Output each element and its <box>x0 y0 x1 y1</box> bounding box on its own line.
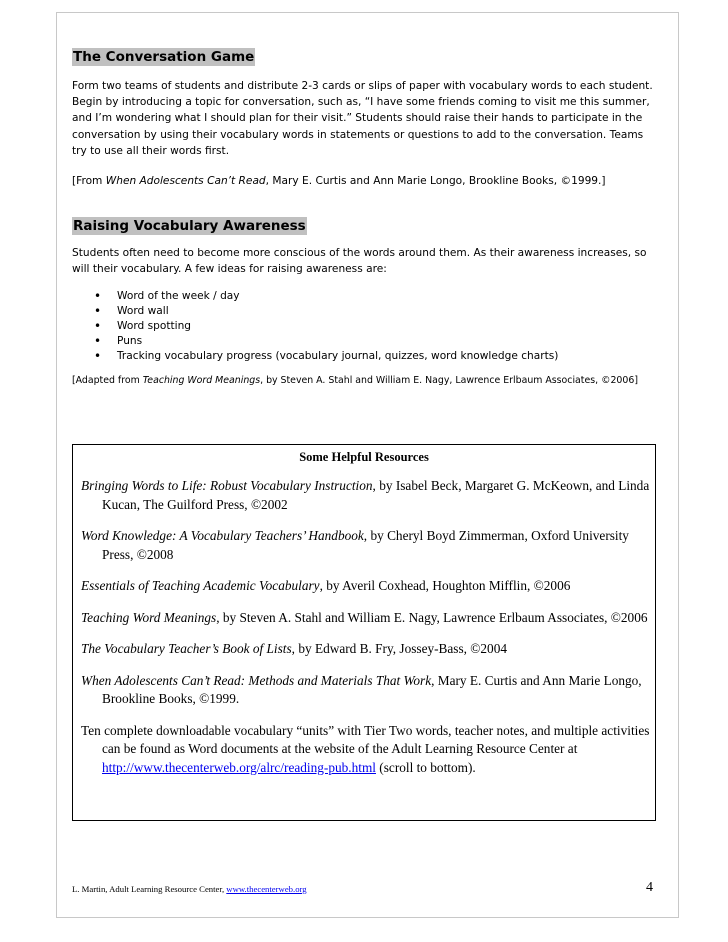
footer <box>72 884 307 894</box>
alrc-reading-link[interactable]: http://www.thecenterweb.org/alrc/reading-pub.html <box>102 759 376 775</box>
helpful-resources-box <box>72 444 656 821</box>
resource-item <box>81 527 652 564</box>
vocabulary-awareness-paragraph <box>72 245 664 277</box>
list-item <box>72 289 664 304</box>
citation-prefix: [From <box>72 175 106 188</box>
resource-title: The Vocabulary Teacher’s Book of Lists <box>81 641 292 656</box>
resource-item <box>81 477 652 514</box>
resource-units-text-after: (scroll to bottom). <box>375 759 476 775</box>
bullet-icon: • <box>94 334 102 349</box>
citation-prefix: [Adapted from <box>72 375 143 387</box>
resource-item <box>81 577 652 596</box>
paragraph-line: conversation by using their vocabulary words in statements or questions to add to the conversation. Teams <box>72 128 644 141</box>
paragraph-line: will their vocabulary. A few ideas for raising awareness are: <box>72 263 387 276</box>
bullet-icon: • <box>94 289 102 304</box>
conversation-game-paragraph <box>72 78 664 159</box>
paragraph-line: Begin by introducing a topic for conversation, such as, “I have some friends coming to visit me this summer, <box>72 96 650 109</box>
resource-details: , by Steven A. Stahl and William E. Nagy, Lawrence Erlbaum Associates, ©2006 <box>216 609 648 625</box>
awareness-ideas-list <box>72 289 664 364</box>
vocabulary-awareness-citation <box>72 374 664 388</box>
list-item <box>72 334 664 349</box>
resources-title: Some Helpful Resources <box>299 450 429 464</box>
section-heading-conversation-game: The Conversation Game <box>73 49 255 65</box>
footer-text: L. Martin, Adult Learning Resource Center, <box>72 884 227 894</box>
resource-details: , by Averil Coxhead, Houghton Mifflin, ©2006 <box>319 578 571 593</box>
conversation-game-citation <box>72 173 664 189</box>
paragraph-line: Form two teams of students and distribute 2-3 cards or slips of paper with vocabulary words to each student. <box>72 80 653 92</box>
list-item-text: Tracking vocabulary progress (vocabulary journal, quizzes, word knowledge charts) <box>117 350 559 363</box>
list-item <box>72 319 664 334</box>
list-item-text: Word spotting <box>117 320 192 333</box>
list-item-text: Word of the week / day <box>117 290 240 303</box>
resource-title: Word Knowledge: A Vocabulary Teachers’ Handbook <box>81 528 364 543</box>
citation-title: When Adolescents Can’t Read <box>105 175 266 188</box>
citation-rest: , Mary E. Curtis and Ann Marie Longo, Brookline Books, ©1999.] <box>265 175 606 188</box>
resource-details: , by Cheryl Boyd Zimmerman, Oxford University Press, ©2008 <box>102 528 629 562</box>
resource-title: Bringing Words to Life: Robust Vocabulary Instruction <box>81 478 373 493</box>
section-heading-vocabulary-awareness: Raising Vocabulary Awareness <box>73 218 306 235</box>
resource-item <box>81 640 652 659</box>
resource-details: , by Isabel Beck, Margaret G. McKeown, and Linda Kucan, The Guilford Press, ©2002 <box>102 478 650 512</box>
resource-details: , Mary E. Curtis and Ann Marie Longo, Brookline Books, ©1999. <box>102 672 642 706</box>
list-item <box>72 304 664 319</box>
resource-item <box>81 609 652 628</box>
resource-item <box>81 672 652 709</box>
bullet-icon: • <box>94 304 102 319</box>
resource-title: When Adolescents Can’t Read: Methods and Materials That Work <box>81 672 432 688</box>
resource-units-text: Ten complete downloadable vocabulary “units” with Tier Two words, teacher notes, and multiple activities can be found as Word documents at the website of the Adult Learning Resource Center at <box>81 722 650 756</box>
citation-rest: , by Steven A. Stahl and William E. Nagy, Lawrence Erlbaum Associates, ©2006] <box>260 375 638 387</box>
page-number: 4 <box>646 880 653 895</box>
resource-title: Teaching Word Meanings <box>81 609 217 625</box>
resource-details: , by Edward B. Fry, Jossey-Bass, ©2004 <box>291 641 508 656</box>
paragraph-line: try to use all their words first. <box>72 144 230 157</box>
bullet-icon: • <box>94 319 102 334</box>
paragraph-line: and I’m wondering what I should plan for their visit.” Students should raise their hands to participate in the <box>72 112 643 125</box>
paragraph-line: Students often need to become more conscious of the words around them. As their awareness increases, so <box>72 247 647 260</box>
bullet-icon: • <box>94 349 102 364</box>
list-item-text: Word wall <box>117 305 169 318</box>
resource-title: Essentials of Teaching Academic Vocabulary <box>81 578 320 593</box>
list-item-text: Puns <box>117 335 143 348</box>
list-item <box>72 349 664 364</box>
citation-title: Teaching Word Meanings <box>142 375 261 387</box>
footer-website-link[interactable]: www.thecenterweb.org <box>226 884 307 894</box>
content <box>72 46 664 388</box>
resource-item-units <box>81 722 652 778</box>
